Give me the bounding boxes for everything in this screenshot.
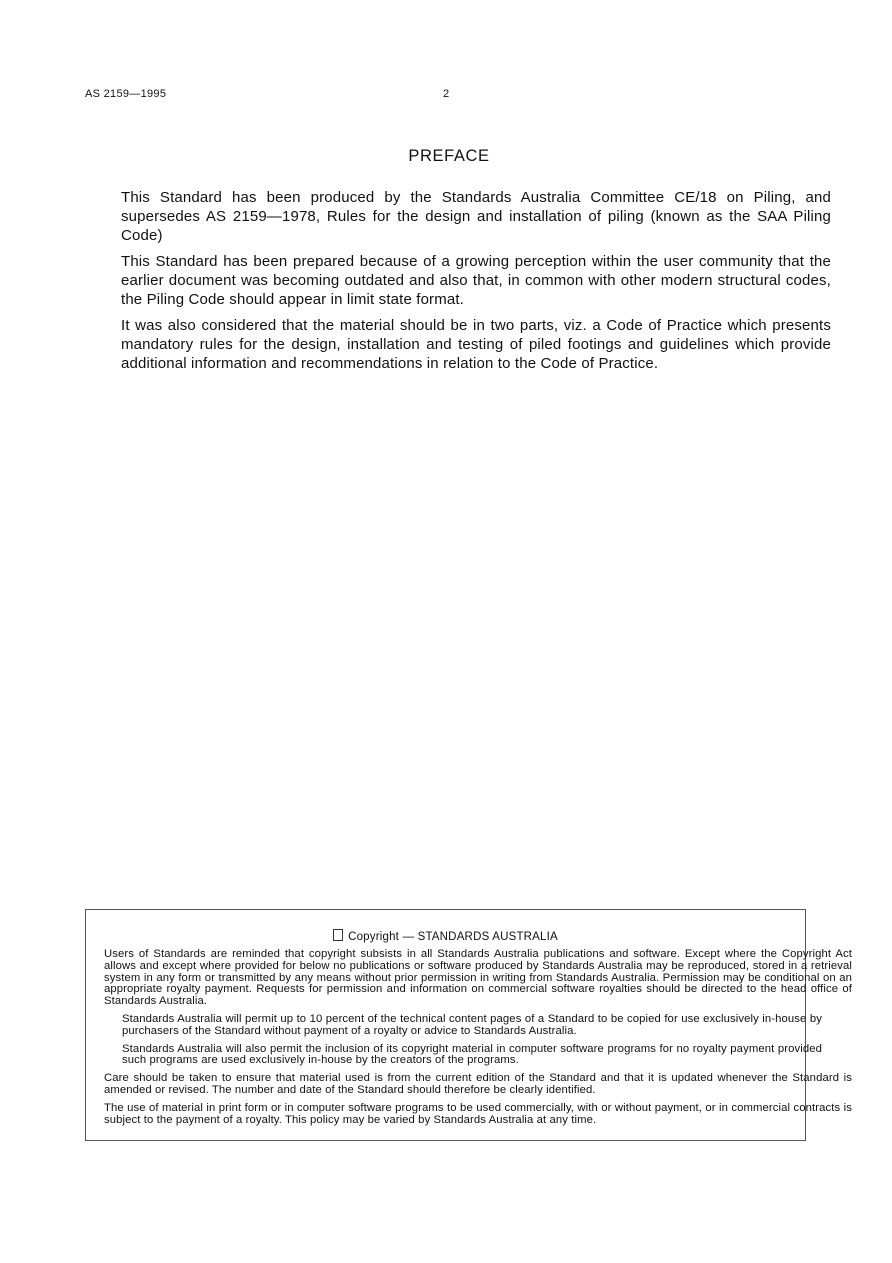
copyright-paragraph: Users of Standards are reminded that copyright subsists in all Standards Australia publications and software. Except where the Copyright Act allows and except where provided for below no publications or software produced by Standards Australia may be reproduced, stored in a retrieval system in any form or transmitted by any means without prior permission in writing from Standards Australia. Permission may be conditional on an appropriate royalty payment. Requests for permission and information on commercial software royalties should be directed to the head office of Standards Australia. — [104, 948, 852, 1008]
preface-body — [121, 188, 831, 380]
page-title: PREFACE — [408, 147, 490, 165]
preface-paragraph: This Standard has been produced by the Standards Australia Committee CE/18 on Piling, and supersedes AS 2159—1978, Rules for the design and installation of piling (known as the SAA Piling Code) — [121, 189, 831, 244]
copyright-title — [86, 929, 805, 943]
document-designation: AS 2159—1995 — [85, 88, 167, 100]
copyright-paragraph: Standards Australia will permit up to 10 percent of the technical content pages of a Standard to be copied for use exclusively in-house by purchasers of the Standard without payment of a royalty or advice to Standards Australia. — [122, 1012, 822, 1037]
copyright-paragraph: Standards Australia will also permit the inclusion of its copyright material in computer software programs for no royalty payment provided such programs are used exclusively in-house by the creators of the programs. — [122, 1042, 822, 1067]
preface-paragraph: It was also considered that the material should be in two parts, viz. a Code of Practice which presents mandatory rules for the design, installation and testing of piled footings and guidelines which provide additional information and recommendations in relation to the Code of Practice. — [121, 317, 831, 372]
copyright-notice-box — [85, 909, 852, 1141]
copyright-paragraph: The use of material in print form or in computer software programs to be used commercially, with or without payment, or in commercial contracts is subject to the payment of a royalty. This policy may be varied by Standards Australia at any time. — [104, 1101, 852, 1126]
copyright-text — [104, 949, 852, 1132]
copyright-paragraph: Care should be taken to ensure that material used is from the current edition of the Standard and that it is updated whenever the Standard is amended or revised. The number and date of the Standard should therefore be clearly identified. — [104, 1072, 852, 1096]
preface-paragraph: This Standard has been prepared because of a growing perception within the user community that the earlier document was becoming outdated and also that, in common with other modern structural codes, the Piling Code should appear in limit state format. — [121, 253, 831, 308]
copyright-icon — [333, 929, 343, 941]
copyright-title-text: Copyright — STANDARDS AUSTRALIA — [348, 931, 558, 943]
page-number: 2 — [443, 88, 450, 100]
